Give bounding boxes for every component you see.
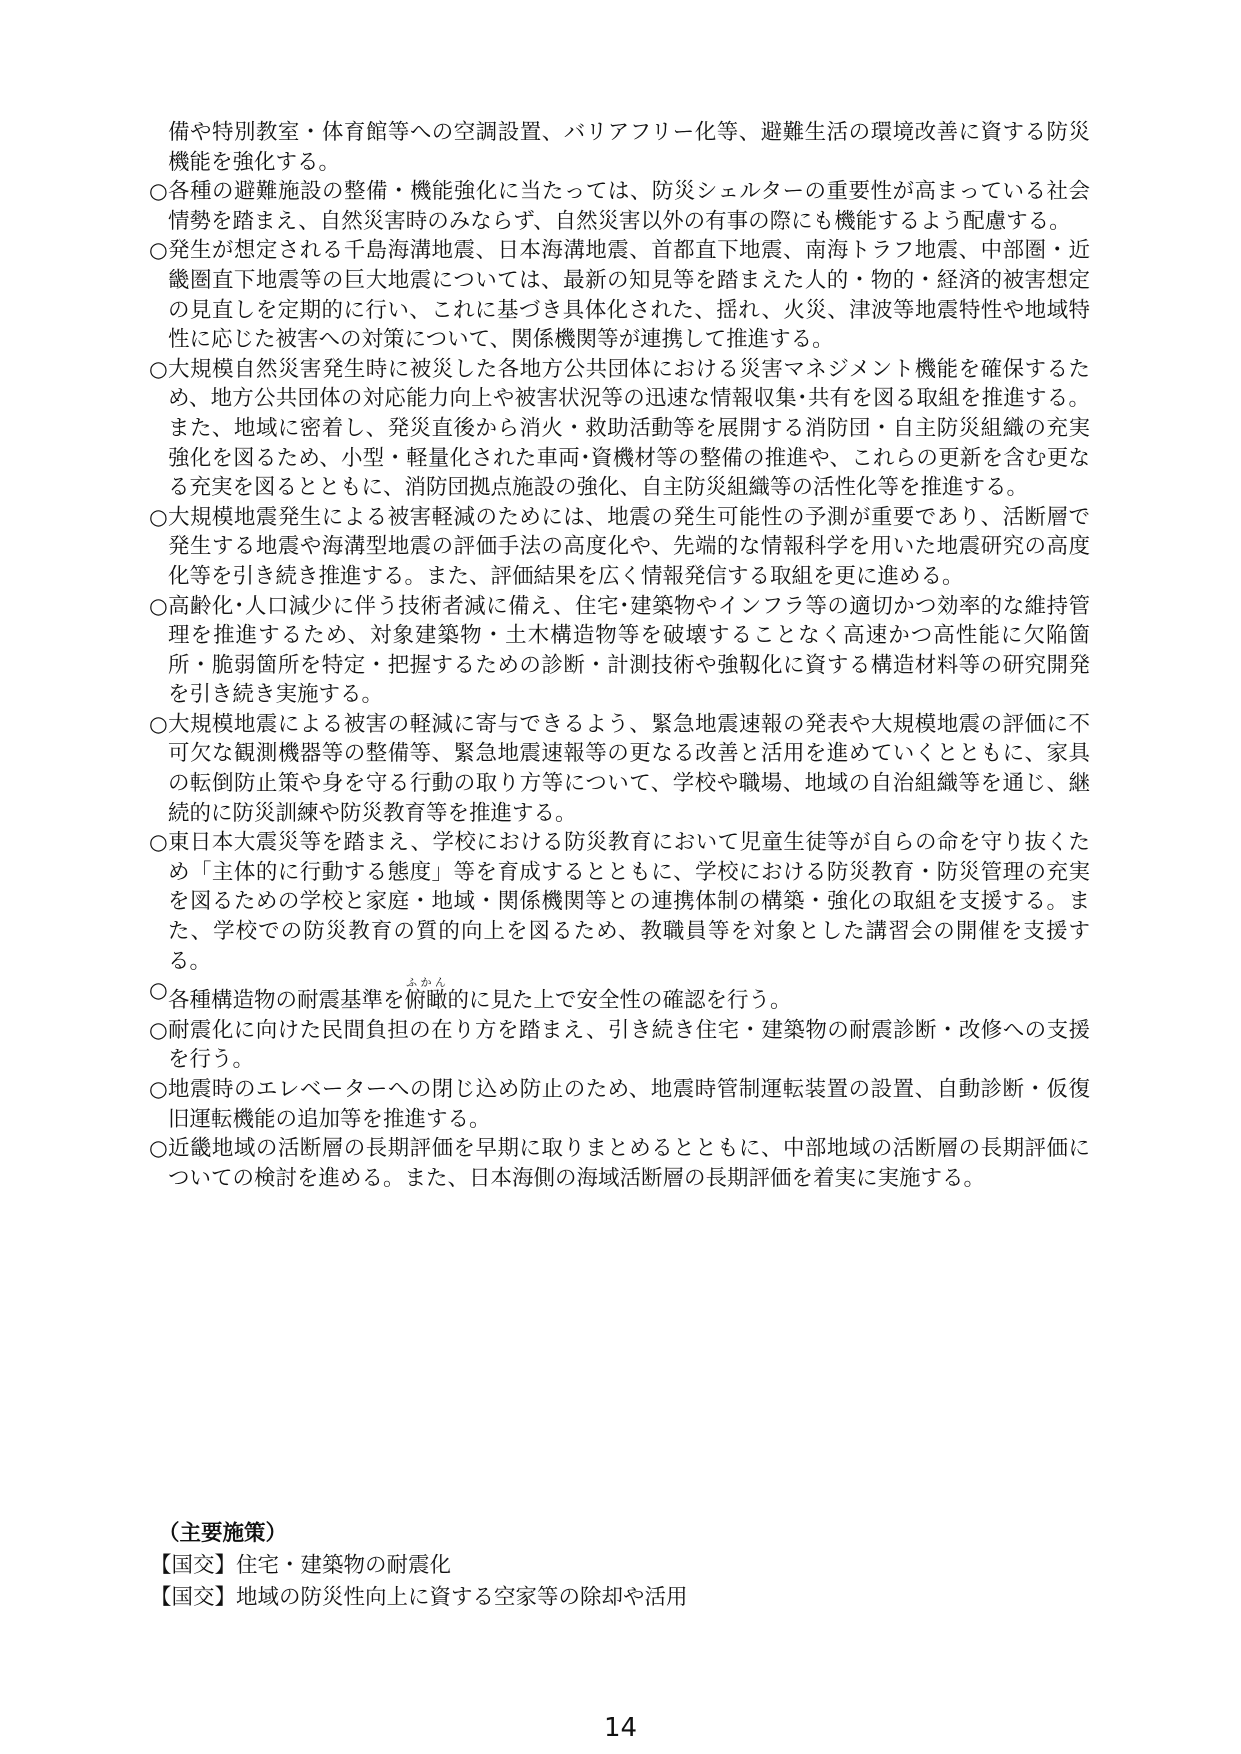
measure-line: 【国交】地域の防災性向上に資する空家等の除却や活用 (150, 1585, 688, 1610)
bullet-mark: ○ (149, 179, 168, 205)
measure-line: 【国交】住宅・建築物の耐震化 (150, 1553, 452, 1578)
list-item-ruby (150, 976, 1090, 1016)
bullet-mark: ○ (149, 1136, 168, 1162)
bullet-mark: ○ (149, 356, 168, 382)
list-item-text: 東日本大震災等を踏まえ、学校における防災教育において児童生徒等が自らの命を守り抜くため「主体的に行動する態度」等を育成するとともに、学校における防災教育・防災管理の充実を図るための学校と家庭・地域・関係機関等との連携体制の構築・強化の取組を支援する。また、学校での防災教育の質的向上を図るため、教職員等を対象とした講習会の開催を支援する。 (168, 830, 1090, 974)
bullet-mark: ○ (149, 593, 168, 619)
list-item-text: 近畿地域の活断層の長期評価を早期に取りまとめるとともに、中部地域の活断層の長期評価についての検討を進める。また、日本海側の海域活断層の長期評価を着実に実施する。 (168, 1136, 1090, 1191)
bullet-mark: ○ (149, 711, 168, 737)
section-heading: （主要施策） (158, 1521, 288, 1546)
list-item (150, 1134, 1090, 1193)
list-item (150, 710, 1090, 828)
page-number: 14 (603, 1713, 638, 1743)
list-item (150, 592, 1090, 710)
bullet-mark: ○ (149, 830, 168, 856)
list-item-text: 地震時のエレベーターへの閉じ込め防止のため、地震時管制運転装置の設置、自動診断・仮復旧運転機能の追加等を推進する。 (168, 1077, 1090, 1132)
document-body (150, 118, 1090, 1193)
list-item (150, 177, 1090, 236)
bullet-mark: ○ (149, 1017, 168, 1043)
list-item (150, 828, 1090, 976)
ruby-base: 俯瞰 (404, 988, 448, 1014)
ruby-word (404, 976, 448, 1014)
list-item-text: 各種の避難施設の整備・機能強化に当たっては、防災シェルターの重要性が高まっている社会情勢を踏まえ、自然災害時のみならず、自然災害以外の有事の際にも機能するよう配慮する。 (168, 179, 1090, 234)
bullet-mark: ○ (149, 1077, 168, 1102)
list-item-text: 発生が想定される千島海溝地震、日本海溝地震、首都直下地震、南海トラフ地震、中部圏・近畿圏直下地震等の巨大地震については、最新の知見等を踏まえた人的・物的・経済的被害想定の見直しを定期的に行い、これに基づき具体化された、揺れ、火災、津波等地震特性や地域特性に応じた被害への対策について、関係機関等が連携して推進する。 (168, 238, 1090, 353)
list-item (150, 236, 1090, 354)
list-item-text (168, 976, 1090, 1016)
bullet-mark: ○ (149, 504, 168, 530)
list-item (150, 1075, 1090, 1134)
list-item-text: 高齢化･人口減少に伴う技術者減に備え、住宅･建築物やインフラ等の適切かつ効率的な維持管理を推進するため、対象建築物・土木構造物等を破壊することなく高速かつ高性能に欠陥箇所・脆弱箇所を特定・把握するための診断・計測技術や強靱化に資する構造材料等の研究開発を引き続き実施する。 (168, 593, 1090, 708)
list-item (150, 1016, 1090, 1075)
intro-paragraph: 備や特別教室・体育館等への空調設置、バリアフリー化等、避難生活の環境改善に資する防災機能を強化する。 (168, 120, 1090, 175)
list-item-text: 大規模地震発生による被害軽減のためには、地震の発生可能性の予測が重要であり、活断層で発生する地震や海溝型地震の評価手法の高度化や、先端的な情報科学を用いた地震研究の高度化等を引き続き推進する。また、評価結果を広く情報発信する取組を更に進める。 (168, 504, 1090, 589)
main-measures-section (150, 1518, 688, 1614)
list-item-text: 耐震化に向けた民間負担の在り方を踏まえ、引き続き住宅・建築物の耐震診断・改修への支援を行う。 (168, 1017, 1090, 1073)
ruby-reading: ふかん (404, 976, 448, 990)
list-item-text: 大規模地震による被害の軽減に寄与できるよう、緊急地震速報の発表や大規模地震の評価に不可欠な観測機器等の整備等、緊急地震速報等の更なる改善と活用を進めていくとともに、家具の転倒防止策や身を守る行動の取り方等について、学校や職場、地域の自治組織等を通じ、継続的に防災訓練や防災教育等を推進する。 (168, 711, 1090, 826)
list-item (150, 503, 1090, 592)
list-item (150, 355, 1090, 503)
ruby-item-after: 的に見た上で安全性の確認を行う。 (447, 988, 792, 1014)
ruby-item-before: 各種構造物の耐震基準を (168, 988, 405, 1014)
bullet-mark: ○ (149, 978, 168, 1004)
bullet-mark: ○ (149, 238, 168, 264)
list-item-text: 大規模自然災害発生時に被災した各地方公共団体における災害マネジメント機能を確保するため、地方公共団体の対応能力向上や被害状況等の迅速な情報収集･共有を図る取組を推進する。また、地域に密着し、発災直後から消火・救助活動等を展開する消防団・自主防災組織の充実強化を図るため、小型・軽量化された車両･資機材等の整備の推進や、これらの更新を含む更なる充実を図るとともに、消防団拠点施設の強化、自主防災組織等の活性化等を推進する。 (168, 356, 1090, 501)
